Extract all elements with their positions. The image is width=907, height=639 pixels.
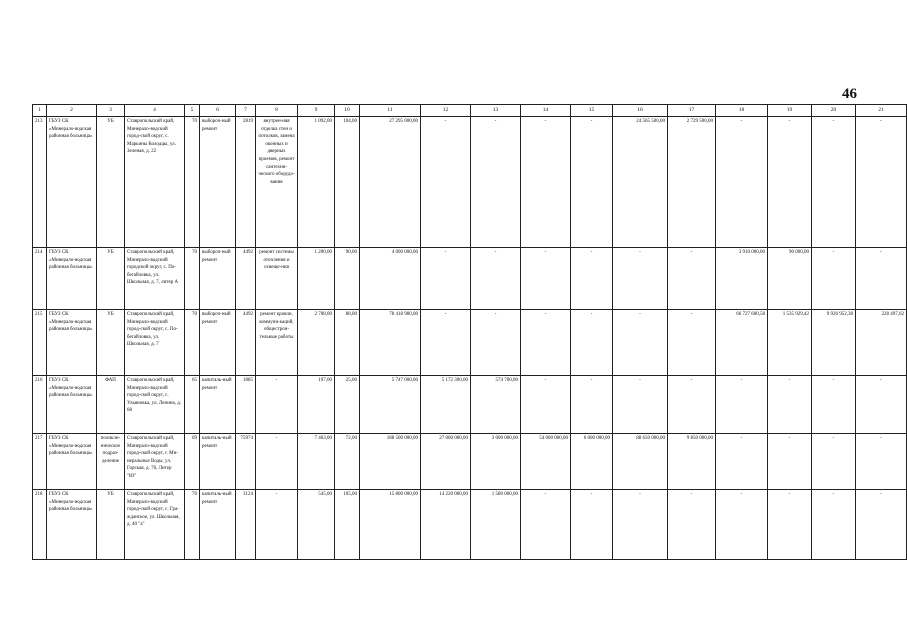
table-cell: - bbox=[768, 117, 812, 248]
column-number-cell: 15 bbox=[571, 105, 613, 117]
table-cell: - bbox=[856, 376, 907, 434]
table-cell: 5 747 000,00 bbox=[360, 376, 421, 434]
table-cell: ремонт системы отопления и освеще-ния bbox=[256, 248, 298, 310]
table-cell: - bbox=[716, 117, 768, 248]
table-cell: 90 000,00 bbox=[768, 248, 812, 310]
column-number-row bbox=[33, 105, 907, 117]
table-cell: - bbox=[471, 248, 521, 310]
table-cell: - bbox=[521, 376, 571, 434]
table-cell: 69 bbox=[185, 434, 200, 490]
table-cell: - bbox=[613, 248, 668, 310]
table-cell: 88,00 bbox=[335, 310, 360, 376]
table-cell: - bbox=[856, 117, 907, 248]
table-cell: - bbox=[856, 434, 907, 490]
column-number-cell: 18 bbox=[716, 105, 768, 117]
table-cell: внутрен-няя отделка стен и потолков, замена оконных и дверных проемов, ремонт сантехни-ческого оборудо-вания bbox=[256, 117, 298, 248]
table-cell: 574 700,00 bbox=[471, 376, 521, 434]
table-cell: - bbox=[716, 490, 768, 560]
table-cell: 1885 bbox=[236, 376, 256, 434]
table-cell: ГБУЗ СК «Минерало-водская районная больница» bbox=[47, 434, 97, 490]
table-cell: 88 650 000,00 bbox=[613, 434, 668, 490]
table-cell: 105,00 bbox=[335, 490, 360, 560]
table-cell: 3 910 000,00 bbox=[716, 248, 768, 310]
column-number-cell: 16 bbox=[613, 105, 668, 117]
table-cell: - bbox=[256, 490, 298, 560]
table-cell: - bbox=[613, 490, 668, 560]
column-number-cell: 13 bbox=[471, 105, 521, 117]
column-number-cell: 9 bbox=[298, 105, 335, 117]
column-number-cell: 6 bbox=[200, 105, 236, 117]
table-cell: - bbox=[613, 310, 668, 376]
table-cell: - bbox=[521, 248, 571, 310]
table-body bbox=[33, 105, 907, 560]
table-row bbox=[33, 376, 907, 434]
table-cell: 70 bbox=[185, 310, 200, 376]
column-number-cell: 10 bbox=[335, 105, 360, 117]
column-number-cell: 19 bbox=[768, 105, 812, 117]
table-cell: - bbox=[812, 117, 856, 248]
table-cell: 65 bbox=[185, 376, 200, 434]
table-cell: капиталь-ный ремонт bbox=[200, 490, 236, 560]
table-cell: выбороч-ный ремонт bbox=[200, 310, 236, 376]
table-cell: - bbox=[256, 376, 298, 434]
table-cell: Ставропольский край, Минерало-водский город-ской округ, г. Ми-неральные Воды, ул. Горская, д. 76, Литер "Ю" bbox=[125, 434, 185, 490]
column-number-cell: 2 bbox=[47, 105, 97, 117]
table-cell: УБ bbox=[97, 117, 125, 248]
table-cell: 54 000 000,00 bbox=[521, 434, 571, 490]
table-cell: - bbox=[571, 310, 613, 376]
table-cell: Ставропольский край, Минерало-водский город-ской округ, с. Ульяновка, ул. Ленина, д. 68 bbox=[125, 376, 185, 434]
column-number-cell: 20 bbox=[812, 105, 856, 117]
table-cell: 4 000 000,00 bbox=[360, 248, 421, 310]
table-cell: 5 172 300,00 bbox=[421, 376, 471, 434]
table-cell: - bbox=[421, 248, 471, 310]
column-number-cell: 8 bbox=[256, 105, 298, 117]
table-cell: Ставропольский край, Минерало-водский город-ской округ, с. Марьины Колодцы, ул. Зеленая, д. 22 bbox=[125, 117, 185, 248]
table-cell: выбороч-ный ремонт bbox=[200, 248, 236, 310]
table-cell: - bbox=[521, 310, 571, 376]
table-cell: - bbox=[571, 490, 613, 560]
column-number-cell: 5 bbox=[185, 105, 200, 117]
table-cell: 15 800 000,00 bbox=[360, 490, 421, 560]
table-cell: - bbox=[768, 376, 812, 434]
table-cell: ГБУЗ СК «Минерало-водская районная больница» bbox=[47, 376, 97, 434]
table-cell: Ставропольский край, Минерало-водский город-ской округ, с. По-бегайловка, ул. Школьная, д. 7 bbox=[125, 310, 185, 376]
table-cell: ГБУЗ СК «Минерало-водская районная больница» bbox=[47, 490, 97, 560]
table-cell: УБ bbox=[97, 310, 125, 376]
table-cell: - bbox=[716, 376, 768, 434]
table-cell: - bbox=[668, 310, 716, 376]
table-cell: ГБУЗ СК «Минерало-водская районная больница» bbox=[47, 310, 97, 376]
table-row bbox=[33, 248, 907, 310]
table-cell: - bbox=[768, 434, 812, 490]
column-number-cell: 14 bbox=[521, 105, 571, 117]
table-cell: - bbox=[668, 376, 716, 434]
table-row bbox=[33, 434, 907, 490]
table-cell: 217 bbox=[33, 434, 47, 490]
table-cell: - bbox=[571, 376, 613, 434]
table-cell: капиталь-ный ремонт bbox=[200, 434, 236, 490]
table-cell: - bbox=[421, 117, 471, 248]
table-cell: - bbox=[613, 376, 668, 434]
table-cell: 70 bbox=[185, 248, 200, 310]
table-cell: 24 565 500,00 bbox=[613, 117, 668, 248]
table-cell: - bbox=[256, 434, 298, 490]
table-cell: 9 850 000,00 bbox=[668, 434, 716, 490]
table-cell: 27 295 000,00 bbox=[360, 117, 421, 248]
table-cell: - bbox=[421, 310, 471, 376]
table-cell: 90,00 bbox=[335, 248, 360, 310]
table-cell: 213 bbox=[33, 117, 47, 248]
table-cell: - bbox=[856, 490, 907, 560]
column-number-cell: 3 bbox=[97, 105, 125, 117]
table-cell: 1 580 000,00 bbox=[471, 490, 521, 560]
table-cell: Ставропольский край, Минерало-водский городской округ, с. По-бегайловка, ул. Школьная, д. 7, литер А bbox=[125, 248, 185, 310]
column-number-cell: 1 bbox=[33, 105, 47, 117]
table-cell: - bbox=[471, 310, 521, 376]
page-number: 46 bbox=[842, 86, 857, 102]
table-cell: капиталь-ный ремонт bbox=[200, 376, 236, 434]
table-cell: 2 729 500,00 bbox=[668, 117, 716, 248]
column-number-cell: 12 bbox=[421, 105, 471, 117]
table-cell: 3 000 000,00 bbox=[471, 434, 521, 490]
table-cell: 3124 bbox=[236, 490, 256, 560]
table-cell: поликли-ническое подраз-деление bbox=[97, 434, 125, 490]
table-cell: - bbox=[668, 248, 716, 310]
table-cell: - bbox=[521, 490, 571, 560]
table-row bbox=[33, 117, 907, 248]
table-cell: - bbox=[768, 490, 812, 560]
table-cell: 72,00 bbox=[335, 434, 360, 490]
table-cell: - bbox=[812, 248, 856, 310]
table-cell: ГБУЗ СК «Минерало-водская районная больница» bbox=[47, 117, 97, 248]
table-cell: 6 000 000,00 bbox=[571, 434, 613, 490]
table-cell: ремонт кровли, коммуни-каций, общестрои-тельные работы bbox=[256, 310, 298, 376]
table-cell: 216 bbox=[33, 376, 47, 434]
table-cell: 1 092,00 bbox=[298, 117, 335, 248]
table-cell: 188 500 000,00 bbox=[360, 434, 421, 490]
table-cell: - bbox=[716, 434, 768, 490]
table-cell: 76 bbox=[185, 490, 200, 560]
table-cell: - bbox=[571, 248, 613, 310]
register-table bbox=[32, 104, 907, 560]
table-cell: 70 bbox=[185, 117, 200, 248]
table-cell: - bbox=[471, 117, 521, 248]
table-cell: 214 bbox=[33, 248, 47, 310]
table-cell: - bbox=[812, 434, 856, 490]
column-number-cell: 21 bbox=[856, 105, 907, 117]
column-number-cell: 11 bbox=[360, 105, 421, 117]
table-cell: 25,00 bbox=[335, 376, 360, 434]
table-cell: 1 200,00 bbox=[298, 248, 335, 310]
table-cell: ФАП bbox=[97, 376, 125, 434]
table-cell: 104,00 bbox=[335, 117, 360, 248]
table-cell: 4492 bbox=[236, 310, 256, 376]
table-cell: - bbox=[668, 490, 716, 560]
table-cell: 228 497,62 bbox=[856, 310, 907, 376]
table-cell: 66 727 600,58 bbox=[716, 310, 768, 376]
table-cell: 78 418 980,00 bbox=[360, 310, 421, 376]
table-cell: 7 463,00 bbox=[298, 434, 335, 490]
table-cell: - bbox=[812, 490, 856, 560]
table-cell: 14 220 000,00 bbox=[421, 490, 471, 560]
table-cell: 4492 bbox=[236, 248, 256, 310]
table-cell: - bbox=[571, 117, 613, 248]
table-cell: 2 708,00 bbox=[298, 310, 335, 376]
table-cell: 1 535 929,42 bbox=[768, 310, 812, 376]
table-cell: - bbox=[856, 248, 907, 310]
table-cell: УБ bbox=[97, 248, 125, 310]
column-number-cell: 17 bbox=[668, 105, 716, 117]
column-number-cell: 7 bbox=[236, 105, 256, 117]
table-row bbox=[33, 490, 907, 560]
column-number-cell: 4 bbox=[125, 105, 185, 117]
table-cell: 197,00 bbox=[298, 376, 335, 434]
table-cell: 545,00 bbox=[298, 490, 335, 560]
table-cell: выбороч-ный ремонт bbox=[200, 117, 236, 248]
table-cell: - bbox=[521, 117, 571, 248]
table-cell: 75974 bbox=[236, 434, 256, 490]
table-cell: Ставропольский край, Минерало-водский город-ской округ, с. Гра-жданское, ул. Школьная, д. 40 "а" bbox=[125, 490, 185, 560]
table-cell: ГБУЗ СК «Минерало-водская районная больница» bbox=[47, 248, 97, 310]
table-cell: 9 926 952,38 bbox=[812, 310, 856, 376]
table-cell: УБ bbox=[97, 490, 125, 560]
table-row bbox=[33, 310, 907, 376]
table-cell: 218 bbox=[33, 490, 47, 560]
table-cell: 27 000 000,00 bbox=[421, 434, 471, 490]
table-cell: - bbox=[812, 376, 856, 434]
table-cell: 2819 bbox=[236, 117, 256, 248]
table-cell: 215 bbox=[33, 310, 47, 376]
